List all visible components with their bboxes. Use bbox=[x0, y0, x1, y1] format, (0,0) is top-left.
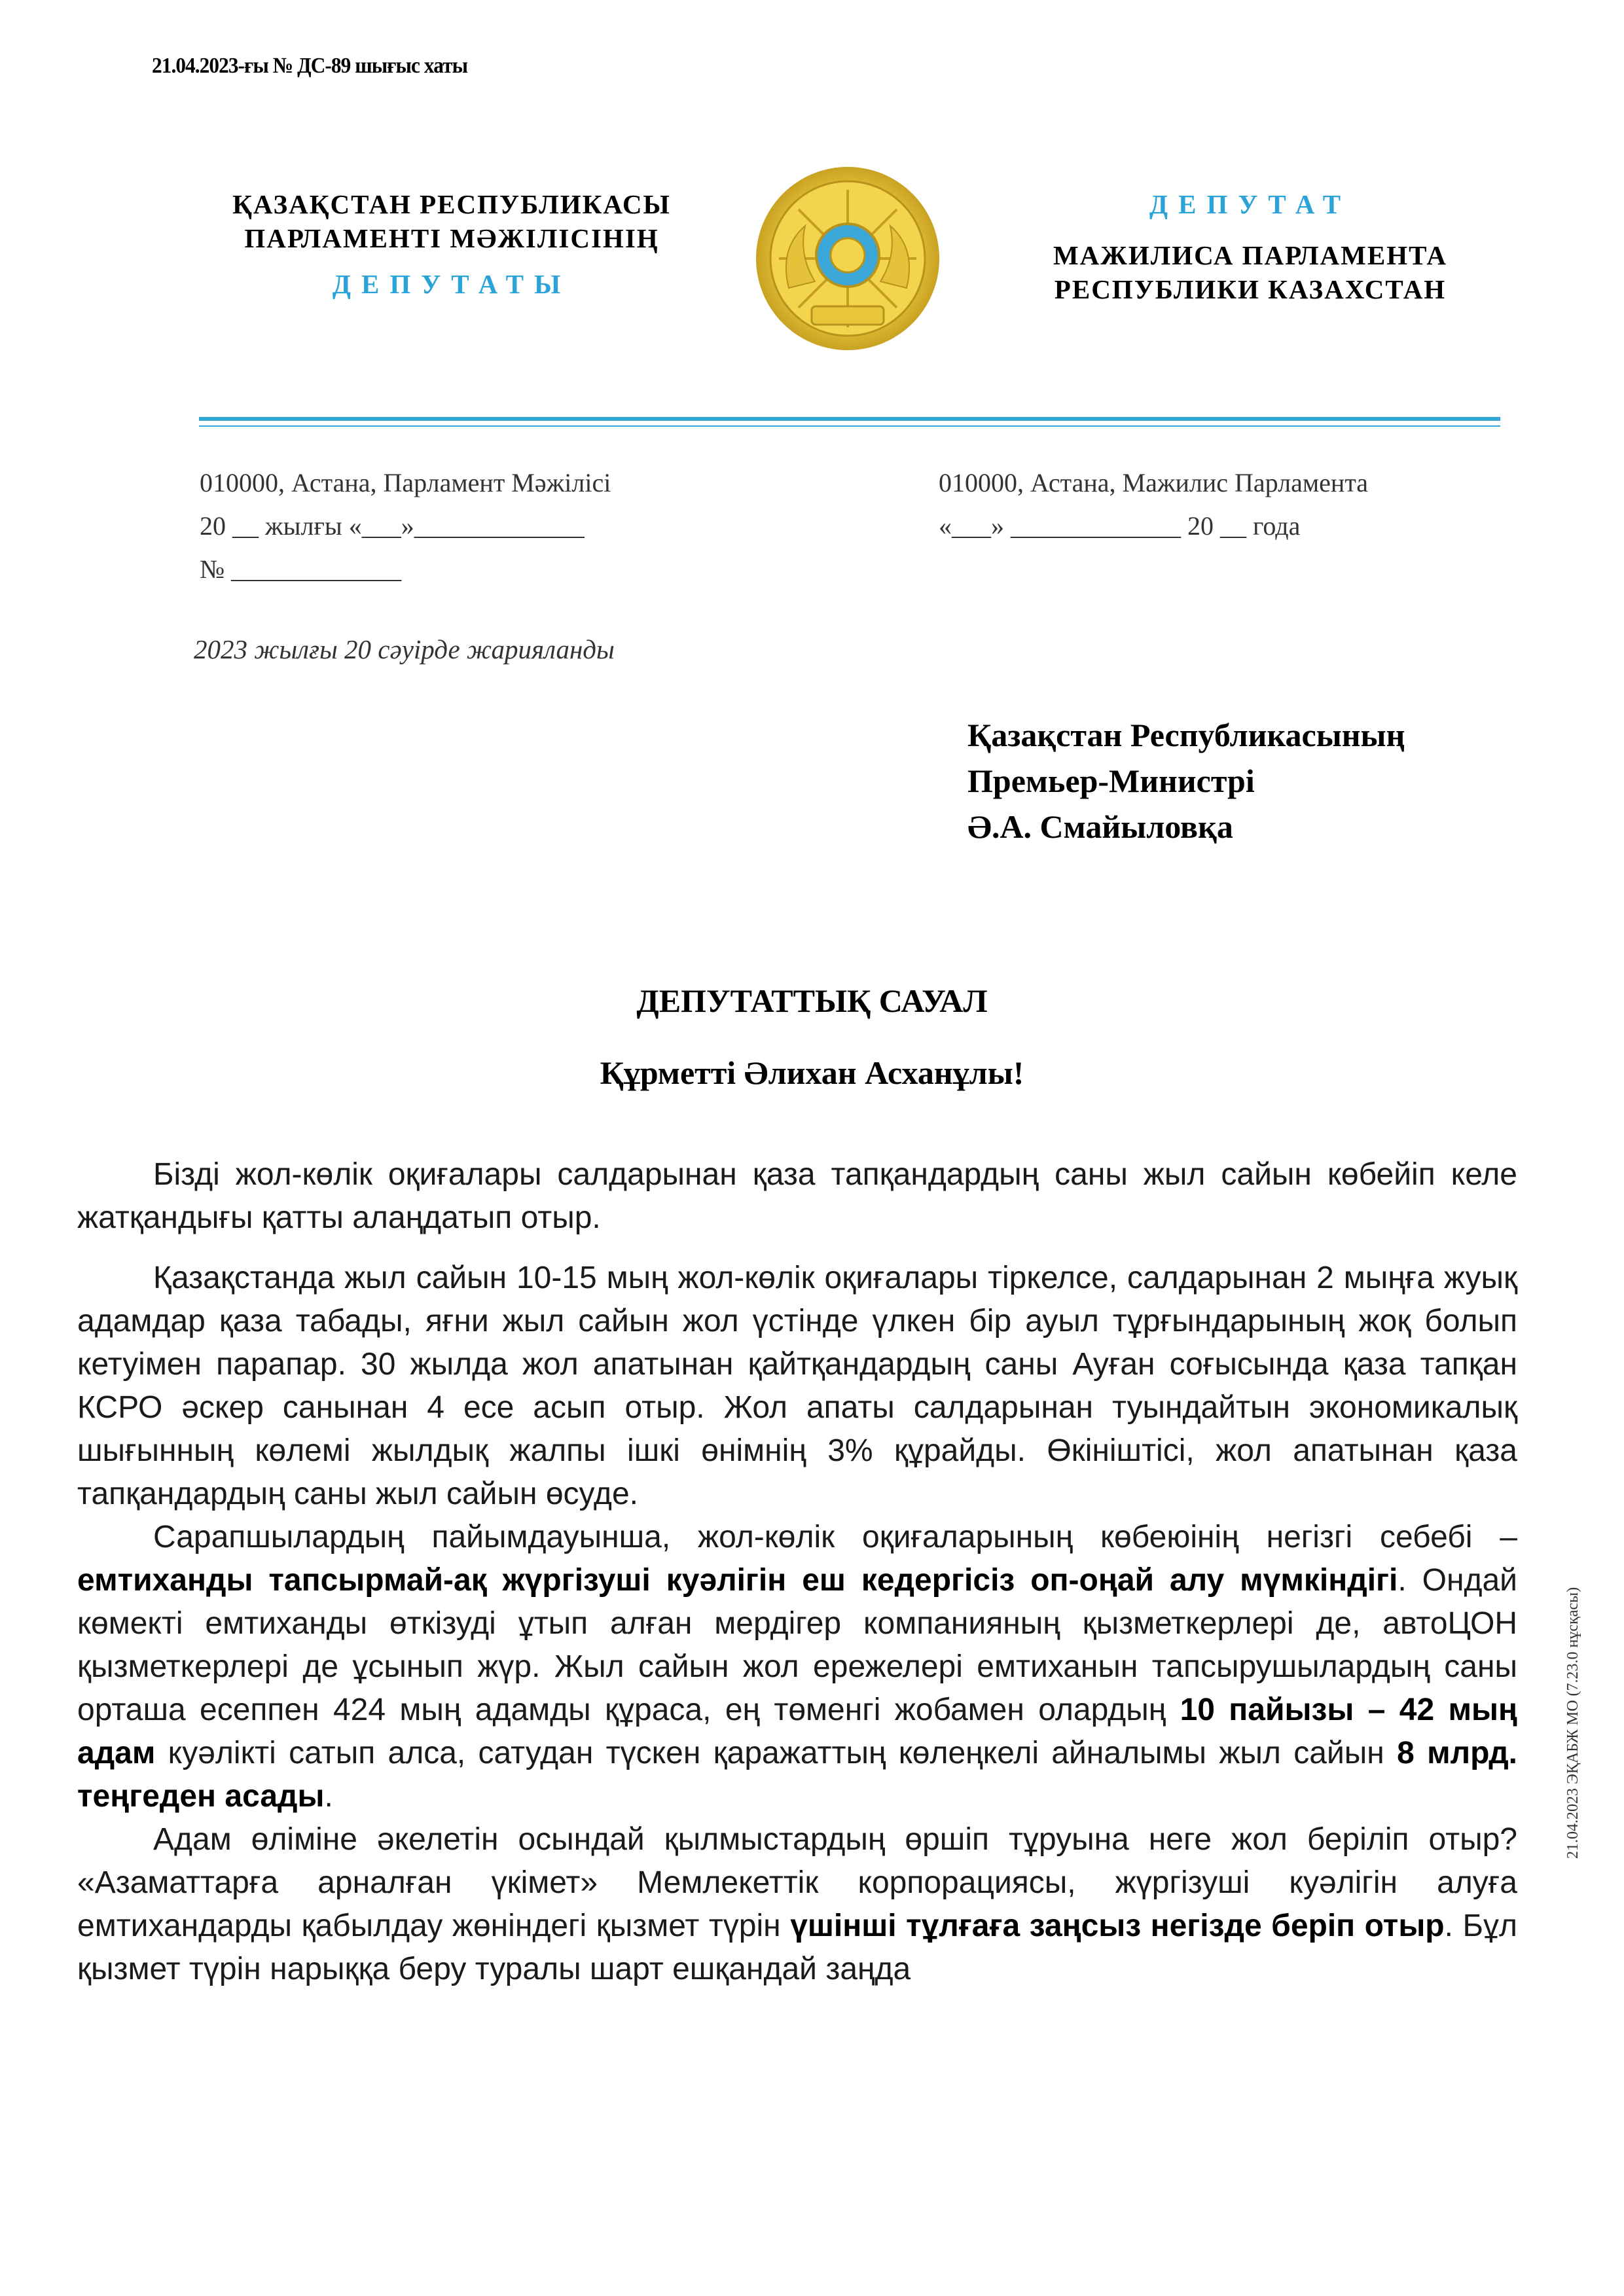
paragraph-4-part-a: Адам өліміне әкелетін осындай қылмыстардың өршіп тұруына неге жол беріліп отыр? «Азаматтарға арналған үкімет» Мемлекеттік корпорациясы, жүргізуші куәлігін алуға емтихандарды қабылдау жөніндегі қызмет түрін bbox=[77, 1822, 1517, 1943]
address-left-line2: 20 __ жылғы «___»_____________ bbox=[200, 511, 585, 541]
document-title: ДЕПУТАТТЫҚ САУАЛ bbox=[636, 982, 988, 1019]
header-divider-thick bbox=[199, 417, 1500, 421]
paragraph-3 bbox=[77, 1516, 1517, 1818]
header-divider-thin bbox=[199, 425, 1500, 427]
paragraph-3-part-e: куәлікті сатып алса, сатудан түскен қаражаттың көлеңкелі айналымы жыл сайын bbox=[155, 1736, 1398, 1770]
paragraph-4-part-c: . Бұл қызмет түрін нарыққа беру туралы шарт ешқандай заңда bbox=[77, 1909, 1517, 1986]
side-registry-note: 21.04.2023 ЭҚАБЖ МО (7.23.0 нұсқасы) bbox=[1564, 1587, 1581, 1859]
address-right bbox=[939, 461, 1368, 548]
header-left-deputy: ДЕПУТАТЫ bbox=[332, 269, 571, 299]
paragraph-4 bbox=[77, 1818, 1517, 1991]
published-note: 2023 жылғы 20 сәуірде жарияланды bbox=[194, 634, 615, 664]
recipient-line1: Қазақстан Республикасының bbox=[967, 717, 1405, 753]
paragraph-3-part-c: . Ондай көмекті емтиханды өткізуді ұтып алған мердігер компанияның қызметкерлері де, автоЦОН қызметкерлері де ұсынып жүр. Жыл сайын жол ережелері емтиханын тапсырушылардың саны орташа есеппен 424 мың адамды құраса, ең төменгі жобамен олардың bbox=[77, 1563, 1517, 1727]
paragraph-3-bold-1: емтиханды тапсырмай-ақ жүргізуші куәлігін еш кедергісіз оп-оңай алу мүмкіндігі bbox=[77, 1563, 1398, 1598]
header-left-block bbox=[196, 187, 707, 301]
header-right-block bbox=[1001, 187, 1499, 306]
header-right-line2: МАЖИЛИСА ПАРЛАМЕНТА bbox=[1053, 240, 1447, 270]
paragraph-2: Қазақстанда жыл сайын 10-15 мың жол-көлік оқиғалары тіркелсе, салдарынан 2 мыңға жуық адамдар қаза табады, яғни жыл сайын жол үстінде үлкен бір ауыл тұрғындарының жоқ болып кетуімен парапар. 30 жылда жол апатынан қайтқандардың саны Ауған соғысында қаза тапқан КСРО әскер санынан 4 есе асып отыр. Жол апаты салдарынан туындайтын экономикалық шығынның көлемі жылдық жалпы ішкі өнімнің 3% құрайды. Өкініштісі, жол апатынан қаза тапқандардың саны жыл сайын өсуде. bbox=[77, 1261, 1517, 1511]
salutation: Құрметті Әлихан Асханұлы! bbox=[600, 1054, 1024, 1091]
paragraph-3-bold-3: 8 млрд. теңгеден асады bbox=[77, 1736, 1517, 1814]
header-right-line3: РЕСПУБЛИКИ КАЗАХСТАН bbox=[1054, 274, 1447, 304]
address-right-line2: «___» _____________ 20 __ года bbox=[939, 511, 1301, 541]
recipient-line2: Премьер-Министрі bbox=[967, 762, 1255, 799]
paragraph-3-part-g: . bbox=[324, 1779, 333, 1814]
paragraph-3-bold-2: 10 пайызы – 42 мың адам bbox=[77, 1693, 1517, 1770]
header-left-line1: ҚАЗАҚСТАН РЕСПУБЛИКАСЫ bbox=[232, 189, 671, 219]
address-left-line3: № _____________ bbox=[200, 554, 402, 584]
paragraph-3-part-a: Сарапшылардың пайымдауынша, жол-көлік оқиғаларының көбеюінің негізгі себебі – bbox=[153, 1520, 1517, 1554]
paragraph-4-bold-1: үшінші тұлғаға заңсыз негізде беріп отыр bbox=[790, 1909, 1445, 1943]
header-right-deputy: ДЕПУТАТ bbox=[1149, 189, 1352, 219]
recipient-block bbox=[967, 712, 1405, 850]
outgoing-reference: 21.04.2023-ғы № ДС-89 шығыс хаты bbox=[152, 54, 468, 78]
address-left bbox=[200, 461, 611, 591]
paragraph-1: Бізді жол-көлік оқиғалары салдарынан қаза тапқандардың саны жыл сайын көбейіп келе жатқандығы қатты алаңдатып отыр. bbox=[77, 1157, 1517, 1235]
kazakhstan-state-emblem-icon bbox=[753, 164, 943, 353]
header-left-line2: ПАРЛАМЕНТІ МӘЖІЛІСІНІҢ bbox=[244, 223, 659, 253]
address-left-line1: 010000, Астана, Парламент Мәжілісі bbox=[200, 468, 611, 497]
letter-body bbox=[77, 1153, 1517, 1991]
recipient-line3: Ә.А. Смайыловқа bbox=[967, 808, 1233, 845]
address-right-line1: 010000, Астана, Мажилис Парламента bbox=[939, 468, 1369, 497]
